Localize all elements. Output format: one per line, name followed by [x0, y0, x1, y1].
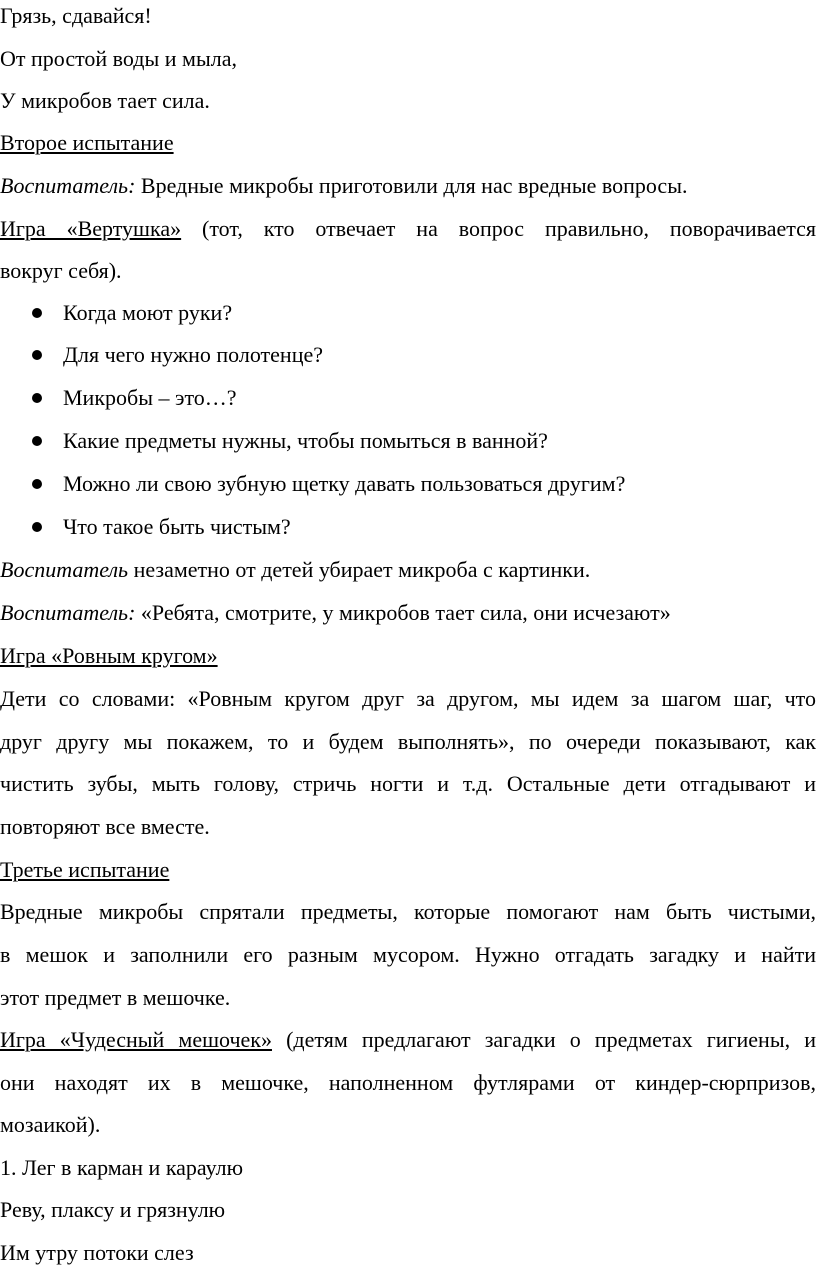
game-magic-bag-line-1: [0, 1027, 816, 1053]
bullet-icon: [32, 350, 42, 360]
speaker-label: Воспитатель: [0, 557, 129, 582]
game-vertushka-line-2: вокруг себя).: [0, 258, 122, 283]
paragraph-text: друг другу мы покажем, то и будем выполнять», по очереди показывают, как: [0, 729, 816, 754]
paragraph-text: Вредные микробы приготовили для нас вредные вопросы.: [135, 173, 688, 198]
riddle-line-1: 1. Лег в карман и караулю: [0, 1155, 244, 1180]
bullet-icon: [32, 436, 42, 446]
third-trial-line-2: [0, 942, 816, 968]
game-description: (тот, кто отвечает на вопрос правильно, поворачивается: [181, 216, 816, 241]
paragraph-educator-removes-microbe: [0, 557, 590, 583]
list-item: Микробы – это…?: [63, 385, 237, 410]
riddle-line-2: Реву, плаксу и грязнулю: [0, 1197, 226, 1222]
game-title-vertushka: Игра «Вертушка»: [0, 216, 182, 241]
poem-line-1: Грязь, сдавайся!: [0, 3, 152, 28]
paragraph-text: «Ребята, смотрите, у микробов тает сила, они исчезают»: [135, 600, 671, 625]
third-trial-line-3: этот предмет в мешочке.: [0, 985, 231, 1010]
game-description: (детям предлагают загадки о предметах гигиены, и: [271, 1027, 816, 1052]
game-vertushka-line-1: [0, 216, 816, 242]
bullet-icon: [32, 479, 42, 489]
speaker-label: Воспитатель:: [0, 600, 136, 625]
speaker-label: Воспитатель:: [0, 173, 136, 198]
third-trial-line-1: [0, 899, 816, 925]
paragraph-text: Вредные микробы спрятали предметы, которые помогают нам быть чистыми,: [0, 899, 816, 924]
list-item: Что такое быть чистым?: [63, 514, 291, 539]
bullet-icon: [32, 522, 42, 532]
game-title-even-circle: Игра «Ровным кругом»: [0, 643, 218, 668]
poem-line-3: У микробов тает сила.: [0, 88, 210, 113]
section-heading-second-trial: Второе испытание: [0, 130, 174, 155]
bullet-icon: [32, 393, 42, 403]
riddle-line-3: Им утру потоки слез: [0, 1240, 194, 1265]
game-even-circle-line-3: [0, 771, 816, 797]
list-item: Можно ли свою зубную щетку давать пользоваться другим?: [63, 471, 626, 496]
bullet-icon: [32, 308, 42, 318]
paragraph-text: чистить зубы, мыть голову, стричь ногти и т.д. Остальные дети отгадывают и: [0, 771, 816, 796]
paragraph-text: они находят их в мешочке, наполненном футлярами от киндер-сюрпризов,: [0, 1070, 816, 1095]
list-item: Для чего нужно полотенце?: [63, 342, 323, 367]
game-magic-bag-line-2: [0, 1070, 816, 1096]
list-item: Какие предметы нужны, чтобы помыться в ванной?: [63, 428, 548, 453]
paragraph-educator-speech: [0, 600, 671, 626]
game-even-circle-line-1: [0, 686, 816, 712]
game-even-circle-line-2: [0, 729, 816, 755]
poem-line-2: От простой воды и мыла,: [0, 46, 237, 71]
game-magic-bag-line-3: мозаикой).: [0, 1112, 101, 1137]
paragraph-educator-questions: [0, 173, 687, 199]
game-even-circle-line-4: повторяют все вместе.: [0, 814, 210, 839]
paragraph-text: Дети со словами: «Ровным кругом друг за другом, мы идем за шагом шаг, что: [0, 686, 816, 711]
section-heading-third-trial: Третье испытание: [0, 857, 170, 882]
paragraph-text: в мешок и заполнили его разным мусором. Нужно отгадать загадку и найти: [0, 942, 816, 967]
game-title-magic-bag: Игра «Чудесный мешочек»: [0, 1027, 272, 1052]
paragraph-text: незаметно от детей убирает микроба с картинки.: [128, 557, 591, 582]
list-item: Когда моют руки?: [63, 300, 233, 325]
